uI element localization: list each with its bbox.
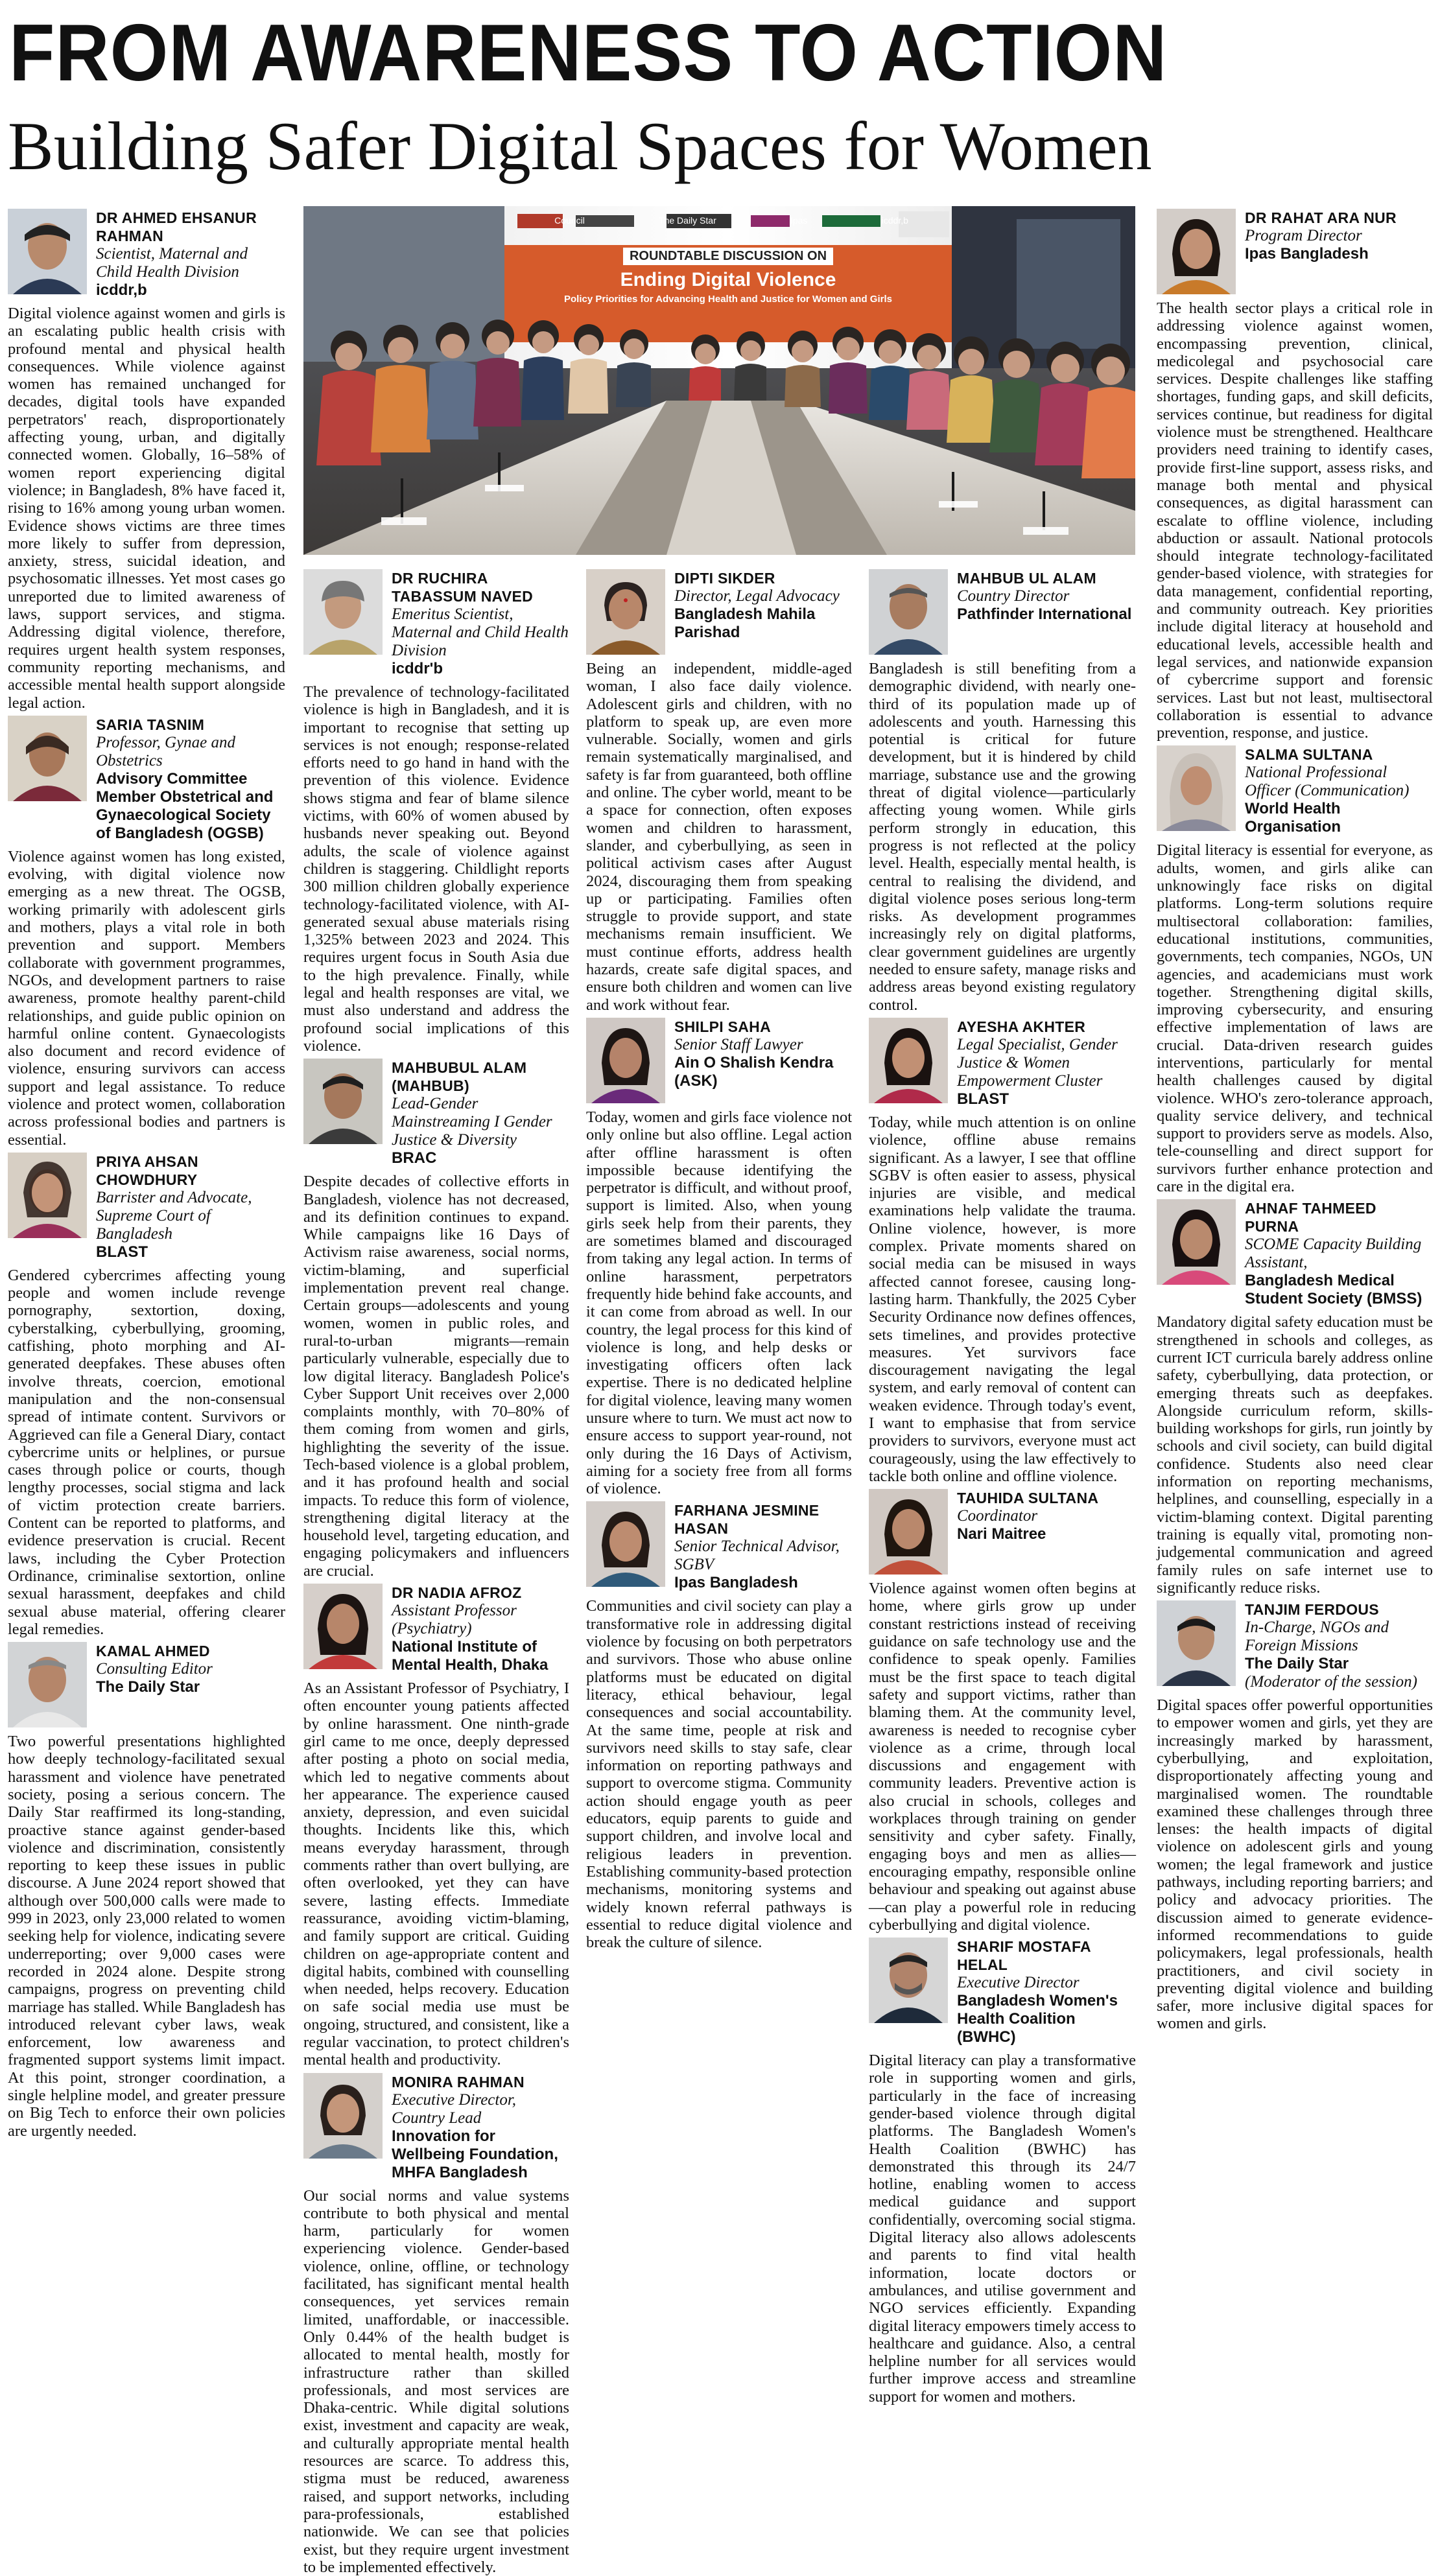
article-mahbub-ul-alam (869, 569, 1136, 1014)
banner-logo: The Daily Star (659, 215, 716, 226)
speaker-name: MAHBUBUL ALAM (MAHBUB) (392, 1059, 527, 1095)
speaker-org: BRAC (392, 1149, 437, 1167)
speaker-name: KAMAL AHMED (96, 1643, 210, 1660)
article-saria-tasnim (8, 716, 285, 1149)
speaker-name: AHNAF TAHMEED PURNA (1245, 1200, 1376, 1235)
portrait-photo (303, 569, 383, 655)
speaker-org: BLAST (957, 1090, 1009, 1108)
speaker-org: Ain O Shalish Kendra (ASK) (674, 1053, 834, 1090)
article-shilpi-saha (586, 1018, 852, 1498)
article-body: The health sector plays a critical role in addressing violence against women, encompassing prevention, clinical, medicolegal and psychosocial care services. Despite challenges like staffing shortages, funding gaps, and skill deficits, services continue, but readiness for digital violence must be strengthened. Healthcare providers need training to identify cases, provide first-line support, assess risks, and manage both mental and physical consequences, as digital harassment can escalate to offline violence, including abduction or assault. National protocols should integrate technology-facilitated gender-based violence, with strategies for data management, confidential reporting, and community outreach. Key priorities include digital literacy at household and educational levels, accessible health and legal services, and nationwide expansion of cybercrime support and forensic services. Last but not least, multisectoral collaboration is essential to advance prevention, response, and justice. (1157, 299, 1433, 742)
speaker-role: In-Charge, NGOs and Foreign Missions (1245, 1619, 1389, 1655)
speaker-name: DR RUCHIRA TABASSUM NAVED (392, 570, 534, 605)
banner-logo: Council (554, 215, 585, 226)
portrait-photo (303, 1059, 383, 1144)
speaker-org: Ipas Bangladesh (674, 1574, 798, 1592)
speaker-role: Professor, Gynae and Obstetrics (96, 733, 236, 769)
portrait-photo (869, 1489, 948, 1575)
speaker-org: Bangladesh Mahila Parishad (674, 605, 816, 641)
portrait-photo (586, 569, 665, 655)
speaker-role: Emeritus Scientist, Maternal and Child Health Division (392, 605, 569, 659)
article-ahnaf-tahmeed-purna (1157, 1199, 1433, 1597)
portrait-photo (586, 1018, 665, 1103)
portrait-photo (8, 209, 87, 294)
article-body: Today, while much attention is on online violence, offline abuse remains significant. As a lawyer, I see that offline SGBV is often easier to assess, physical injuries are visible, and medical examinations help validate the trauma. Online violence, however, is more complex. Private moments shared on social media can be misused in ways affected cannot foresee, causing long-lasting harm. Thankfully, the 2025 Cyber Security Ordinance now defines offences, sets timelines, and provides protective measures. Yet survivors face discouragement navigating the legal system, and early removal of content can weaken evidence. Through today's event, I want to emphasise that from service providers to survivors, everyone must act courageously, using the law effectively to tackle both online and offline violence. (869, 1113, 1136, 1485)
article-body: Gendered cybercrimes affecting young people and women include revenge pornography, sextortion, doxing, cyberstalking, cyberbullying, grooming, catfishing, photo morphing and AI-generated deepfakes. These abuses often involve threats, coercion, emotional manipulation and the non-consensual spread of intimate content. Survivors or Aggrieved can file a General Diary, contact cybercrime units or helplines, or pursue cases through police or courts, though lengthy processes, social stigma and lack of victim protection create barriers. Content can be reported to platforms, and evidence preservation is crucial. Recent laws, including the Cyber Protection Ordinance, criminalise sextortion, online sexual harassment, deepfakes and child sexual abuse material, offering clearer legal remedies. (8, 1266, 285, 1638)
column-4 (869, 565, 1136, 2496)
portrait-photo (303, 2073, 383, 2159)
speaker-role: Coordinator (957, 1507, 1038, 1525)
speaker-role: Executive Director (957, 1974, 1080, 1992)
speaker-name: SHARIF MOSTAFA HELAL (957, 1938, 1091, 1974)
speaker-role: Director, Legal Advocacy (674, 587, 840, 605)
article-body: Mandatory digital safety education must be strengthened in schools and colleges, as current ICT curricula barely address online safety, cyberbullying, data protection, or emerging threats such as deepfakes. Alongside curriculum reform, skills-building workshops for girls, run jointly by schools and civil society, can build digital confidence. Students also need clear information on reporting mechanisms, helplines, and counselling, especially in a victim-blaming context. Digital parenting training is equally vital, promoting non-judgemental communication and agreed family rules on safe internet use to significantly reduce risks. (1157, 1313, 1433, 1597)
portrait-photo (8, 1153, 87, 1238)
speaker-org: icddr,b (96, 281, 147, 299)
banner-subtitle: Policy Priorities for Advancing Health and Justice for Women and Girls (564, 294, 892, 305)
article-salma-sultana (1157, 745, 1433, 1195)
speaker-role: Legal Specialist, Gender Justice & Women Empowerment Cluster (957, 1035, 1118, 1090)
speaker-name: MONIRA RAHMAN (392, 2073, 525, 2090)
headline: FROM AWARENESS TO ACTION (9, 8, 1168, 98)
speaker-org: icddr'b (392, 660, 443, 677)
speaker-name: TANJIM FERDOUS (1245, 1601, 1379, 1619)
banner-logos (517, 215, 945, 226)
article-body: Digital literacy is essential for everyone, as adults, women, and girls alike can unknowingly face risks on digital platforms. Long-term solutions require multisectoral collaboration: families, educational institutions, communities, governments, tech companies, NGOs, UN agencies, and academicians must work together. Strengthening digital skills, improving cybersecurity, and ensuring effective implementation of laws are crucial. Data-driven research guides interventions, particularly for mental health challenges caused by digital violence. WHO's zero-tolerance approach, quality service delivery, and technical support to providers serve as models. Also, tele-counselling and direct support for survivors further enhance protection and care in the digital era. (1157, 841, 1433, 1196)
article-rahat-ara-nur (1157, 209, 1433, 742)
article-monira-rahman (303, 2073, 569, 2576)
portrait-photo (1157, 209, 1236, 294)
article-tanjim-ferdous (1157, 1600, 1433, 2033)
column-1 (8, 205, 285, 2496)
column-2 (303, 565, 569, 2576)
speaker-org: Innovation for Wellbeing Foundation, MHFA Bangladesh (392, 2127, 558, 2181)
speaker-role: Senior Technical Advisor, SGBV (674, 1538, 840, 1574)
article-body: Violence against women has long existed, evolving, with digital violence now emerging as a new threat. The OGSB, working primarily with adolescent girls and mothers, plays a vital role in both prevention and support. Members collaborate with government programmes, NGOs, and development partners to raise awareness, promote healthy parent-child relationships, and guide public opinion on harmful online content. Gynaecologists also document and record evidence of violence, ensuring survivors can access support and legal assistance. To reduce violence and protect women, collaboration across professional bodies and partners is essential. (8, 847, 285, 1149)
speaker-role: Senior Staff Lawyer (674, 1035, 803, 1053)
article-body: Digital spaces offer powerful opportunities to empower women and girls, yet they are increasingly marked by harassment, cyberbullying, and exploitation, disproportionately affecting young and marginalised women. The roundtable examined these challenges through three lenses: the health impacts of digital violence on adolescent girls and young women; the legal framework and justice pathways, including reporting barriers; and policy and advocacy priorities. The discussion aimed to generate evidence-informed recommendations to guide policymakers, legal professionals, health practitioners, and civil society in preventing digital violence and building safer, more inclusive digital spaces for women and girls. (1157, 1696, 1433, 2033)
subheadline: Building Safer Digital Spaces for Women (8, 108, 1152, 184)
speaker-name: SALMA SULTANA (1245, 746, 1373, 764)
speaker-name: DR AHMED EHSANUR RAHMAN (96, 209, 257, 244)
portrait-photo (1157, 1600, 1236, 1686)
banner-tag: ROUNDTABLE DISCUSSION ON (623, 248, 833, 265)
article-body: As an Assistant Professor of Psychiatry, I often encounter young patients affected by online harassment. One ninth-grade girl came to me once, deeply depressed after posting a photo on social media, which led to negative comments about her appearance. The experience caused anxiety, depression, and even suicidal thoughts. Incidents like this, which means everyday harassment, through comments rather than overt bullying, are often overlooked, yet they can have severe, lasting effects. Immediate reassurance, avoiding victim-blaming, and family support are critical. Guiding children on age-appropriate content and digital habits, combined with counselling when needed, helps recovery. Education on safe social media use must be ongoing, structured, and consistent, like a regular vaccination, to protect children's mental health and productivity. (303, 1680, 569, 2069)
speaker-org: Advisory Committee Member Obstetrical and Gynaecological Society of Bangladesh (OGSB) (96, 769, 274, 842)
article-body: Digital violence against women and girls is an escalating public health crisis with profound mental and physical health consequences. While violence against women has remained unchanged for decades, digital tools have expanded perpetrators' reach, disproportionately affecting young, urban, and digitally connected women. Globally, 16–58% of women report experiencing digital violence; in Bangladesh, 8% have faced it, rising to 16% among young urban women. Evidence shows victims are three times more likely to suffer from depression, anxiety, stress, suicidal ideation, and psychosomatic illnesses. Yet most cases go unreported due to limited awareness of laws, support services, and stigma. Addressing digital violence, therefore, requires urgent health system responses, community reporting mechanisms, and accessible mental health support alongside legal action. (8, 305, 285, 712)
speaker-name: DIPTI SIKDER (674, 570, 775, 587)
speaker-org: The Daily Star (96, 1678, 200, 1696)
article-body: Violence against women often begins at home, where girls grow up under constant restrictions instead of receiving guidance on safe technology use and the confidence to speak openly. Families must be the first space to teach digital safety and support victims, rather than blaming them. At the community level, awareness is needed to recognise cyber violence as a crime, through local discussions and engagement with community leaders. Preventive action is also crucial in schools, colleges and workplaces through training on gender sensitivity and cyber safety. Finally, engaging boys and men as allies—encouraging empathy, responsible online behaviour and speaking out against abuse—can play a powerful role in reducing cyberbullying and digital violence. (869, 1580, 1136, 1934)
portrait-photo (303, 1584, 383, 1669)
speaker-role: Assistant Professor (Psychiatry) (392, 1602, 517, 1638)
speaker-org: World Health Organisation (1245, 800, 1341, 836)
speaker-org: BLAST (96, 1243, 148, 1261)
speaker-org: National Institute of Mental Health, Dhaka (392, 1638, 549, 1674)
article-farhana-jesmine-hasan (586, 1501, 852, 1951)
speaker-role: National Professional Officer (Communication) (1245, 764, 1410, 800)
speaker-name: FARHANA JESMINE HASAN (674, 1502, 820, 1538)
portrait-photo (1157, 1199, 1236, 1285)
article-body: Being an independent, middle-aged woman, I also face daily violence. Adolescent girls and children, with no platform to speak up, are even more vulnerable. Socially, women and girls remain systematically marginalised, and safety is far from guaranteed, both offline and online. The cyber world, meant to be a space for connection, often exposes women and children to harassment, slander, and cyberbullying, as seen in political activism cases after August 2024, discouraging them from speaking up or participating. Families often struggle to provide support, and state mechanisms remain insufficient. We must continue efforts, address health hazards, create safe digital spaces, and ensure both children and women can live and work without fear. (586, 660, 852, 1014)
speaker-org: Bangladesh Women's Health Coalition (BWHC) (957, 1992, 1118, 2046)
speaker-name: SARIA TASNIM (96, 716, 205, 733)
article-tauhida-sultana (869, 1489, 1136, 1934)
speaker-org: Nari Maitree (957, 1525, 1046, 1543)
article-ayesha-akhter (869, 1018, 1136, 1485)
portrait-photo (869, 1938, 948, 2023)
portrait-photo (869, 1018, 948, 1103)
speaker-org: Bangladesh Medical Student Society (BMSS) (1245, 1272, 1422, 1308)
banner-title: Ending Digital Violence (620, 269, 836, 290)
roundtable-photo (303, 206, 1135, 555)
banner-logo: Ipas (790, 215, 808, 226)
article-dipti-sikder (586, 569, 852, 1014)
speaker-name: PRIYA AHSAN CHOWDHURY (96, 1153, 198, 1188)
portrait-photo (869, 569, 948, 655)
speaker-name: DR NADIA AFROZ (392, 1584, 522, 1602)
article-body: Today, women and girls face violence not only online but also offline. Legal action after offline harassment is often impossible because identifying the perpetrator is difficult, and without proof, support is limited. Also, when young girls seek help from their parents, they are sometimes blamed and discouraged from taking any legal action. In terms of online harassment, perpetrators frequently hide behind fake accounts, and it can come from abroad as well. In our country, the legal process for this kind of violence is long, and help desks or investigating officers often lack expertise. There is no dedicated helpline for digital violence, leaving many women unsure where to turn. We must act now to ensure access to support year-round, not only during the 16 Days of Activism, aiming for a society free from all forms of violence. (586, 1108, 852, 1498)
column-5 (1157, 205, 1433, 2496)
article-body: Digital literacy can play a transformative role in supporting women and girls, particularly in the face of increasing gender-based violence through digital platforms. The Bangladesh Women's Health Coalition (BWHC) has demonstrated this through its 24/7 hotline, enabling women to access medical guidance and support confidentially, overcoming social stigma. Digital literacy also allows adolescents and parents to find vital health information, locate doctors or ambulances, and utilise government and NGO services efficiently. Expanding digital literacy empowers timely access to healthcare and guidance. Also, a central helpline number for all services would further improve access and streamline support for women and mothers. (869, 2052, 1136, 2406)
speaker-role: Executive Director, Country Lead (392, 2090, 517, 2127)
banner-logo: icddr,b (881, 215, 908, 226)
speaker-org: The Daily Star (1245, 1655, 1349, 1673)
article-nadia-afroz (303, 1584, 569, 2069)
article-priya-ahsan-chowdhury (8, 1153, 285, 1638)
speaker-role: Barrister and Advocate, Supreme Court of Bangladesh (96, 1188, 252, 1243)
portrait-photo (1157, 745, 1236, 831)
banner-text (504, 248, 952, 305)
speaker-name: TAUHIDA SULTANA (957, 1490, 1099, 1507)
article-kamal-ahmed (8, 1642, 285, 2140)
speaker-org: Ipas Bangladesh (1245, 245, 1369, 263)
article-body: Communities and civil society can play a transformative role in addressing digital violence by focusing on both perpetrators and survivors. Those who abuse online platforms must be educated on digital literacy, ethical behaviour, legal consequences and social accountability. At the same time, people at risk and survivors need skills to stay safe, clear information on reporting pathways and support to overcome stigma. Community action should engage youth as peer educators, equip parents to guide and support children, and involve local and religious leaders in prevention. Establishing community-based protection mechanisms, monitoring systems and widely known referral pathways is essential to reduce digital violence and break the culture of silence. (586, 1597, 852, 1952)
portrait-photo (8, 1642, 87, 1727)
article-body: The prevalence of technology-facilitated violence is high in Bangladesh, and it is important to recognise that setting up services is not enough; response-related efforts need to go hand in hand with the prevention of this violence. Evidence shows stigma and fear of blame silence victims, with 60% of women abused by husbands never speaking out. Beyond adults, the scale of violence against children is staggering. Childlight reports 300 million children globally experience technology-facilitated violence, with AI-generated sexual abuse materials rising 1,325% between 2023 and 2024. This requires urgent focus in South Asia due to the high prevalence. Finally, while legal and health responses are vital, we must also understand and address the profound social implications of this violence. (303, 683, 569, 1055)
speaker-name: AYESHA AKHTER (957, 1018, 1086, 1035)
portrait-photo (8, 716, 87, 801)
article-mahbubul-alam (303, 1059, 569, 1580)
speaker-role: SCOME Capacity Building Assistant, (1245, 1235, 1422, 1272)
speaker-name: MAHBUB UL ALAM (957, 570, 1097, 587)
speaker-name: SHILPI SAHA (674, 1018, 771, 1035)
article-sharif-mostafa-helal (869, 1938, 1136, 2406)
speaker-note: (Moderator of the session) (1245, 1673, 1417, 1691)
article-body: Bangladesh is still benefiting from a demographic dividend, with nearly one-third of its population made up of adolescents and youth. Harnessing this potential is critical for future development, but it is hindered by child marriage, substance use and the growing threat of digital violence—particularly affecting young women. While girls perform strongly in education, this progress is not reflected at the policy level. Health, especially mental health, is central to realising the dividend, and digital violence poses serious long-term risks. As development programmes increasingly rely on digital platforms, clear government guidelines are urgently needed to ensure safety, manage risks and address areas beyond existing regulatory control. (869, 660, 1136, 1014)
speaker-name: DR RAHAT ARA NUR (1245, 209, 1397, 226)
article-ahmed-ehsanur-rahman (8, 209, 285, 712)
speaker-role: Country Director (957, 587, 1070, 605)
speaker-org: Pathfinder International (957, 605, 1132, 623)
speaker-role: Program Director (1245, 227, 1362, 244)
speaker-role: Consulting Editor (96, 1660, 213, 1678)
portrait-photo (586, 1501, 665, 1587)
speaker-role: Lead-Gender Mainstreaming I Gender Justice & Diversity (392, 1095, 552, 1149)
column-3 (586, 565, 852, 2496)
article-body: Two powerful presentations highlighted how deeply technology-facilitated sexual harassment and violence have penetrated society, posing a serious concern. The Daily Star reaffirmed its long-standing, proactive stance against gender-based violence and discrimination, consistently reporting to keep these issues in public discourse. A June 2024 report showed that although over 500,000 calls were made to 999 in 2023, only 23,000 related to women seeking help for violence, indicating severe underreporting; over 9,000 cases were recorded in 2024 alone. Despite strong campaigns, progress on preventing child marriage has stalled. While Bangladesh has introduced relevant cyber laws, weak enforcement, low awareness and fragmented support systems limit impact. At this point, stronger coordination, a single helpline model, and greater pressure on Big Tech to enforce their own policies are urgently needed. (8, 1733, 285, 2140)
article-body: Our social norms and value systems contribute to both physical and mental harm, particularly for women experiencing violence. Gender-based violence, online, offline, or technology facilitated, has significant mental health consequences, yet services remain limited, unaffordable, or inaccessible. Only 0.44% of the health budget is allocated to mental health, mostly for infrastructure rather than skilled professionals, and most services are Dhaka-centric. While digital solutions exist, investment and capacity are weak, and culturally appropriate mental health resources are scarce. To address this, stigma must be reduced, awareness raised, and support networks, including para-professionals, established nationwide. We can see that policies exist, but they require urgent investment to be implemented effectively. (303, 2186, 569, 2576)
article-body: Despite decades of collective efforts in Bangladesh, violence has not decreased, and its definition continues to expand. While campaigns like 16 Days of Activism raise awareness, social norms, victim-blaming, and superficial implementation prevent real change. Certain groups—adolescents and young women, women in public roles, and rural-to-urban migrants—remain particularly vulnerable, especially due to low digital literacy. Bangladesh Police's Cyber Support Unit receives over 2,000 complaints monthly, with 70–80% of them coming from women and girls, highlighting the severity of the issue. Tech-based violence is a global problem, and it has profound health and social impacts. To reduce this form of violence, strengthening digital literacy at the household level, targeting education, and engaging policymakers and influencers are crucial. (303, 1173, 569, 1580)
speaker-role: Scientist, Maternal and Child Health Division (96, 245, 248, 281)
article-ruchira-tabassum-naved (303, 569, 569, 1055)
